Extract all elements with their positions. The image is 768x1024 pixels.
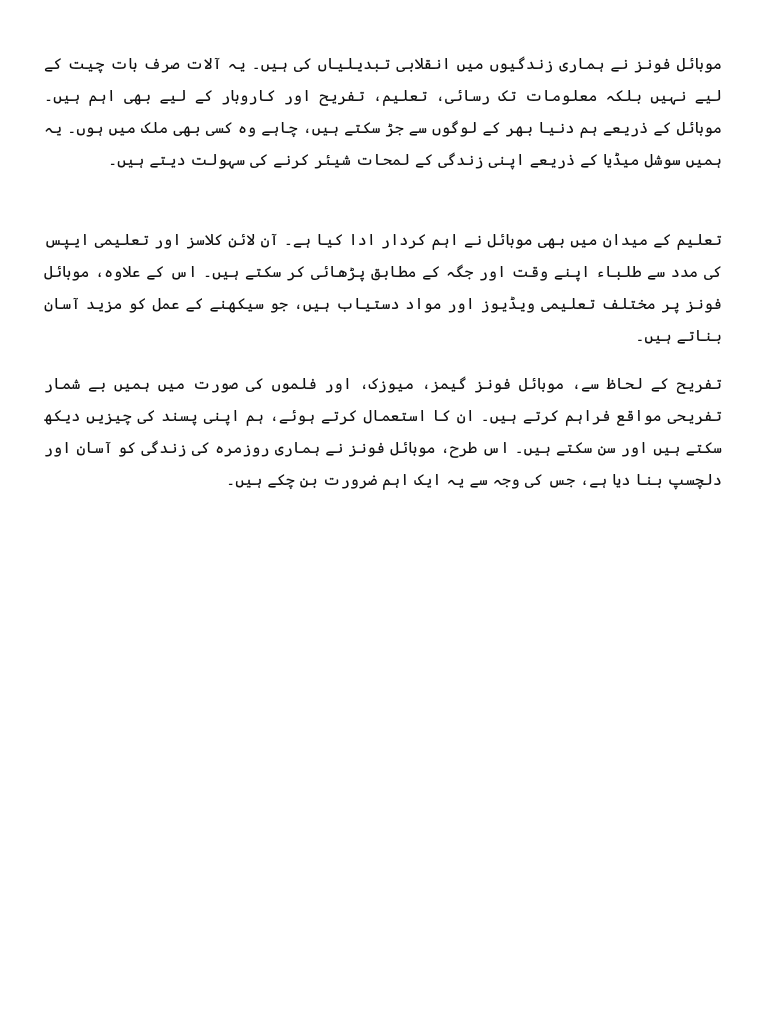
paragraph-education: تعلیم کے میدان میں بھی موبائل نے اہم کردار ادا کیا ہے۔ آن لائن کلاسز اور تعلیمی ایپس کی مدد سے طلباء اپنے وقت اور جگہ کے مطابق پڑھائی کر سکتے ہیں۔ اس کے علاوہ، موبائل فونز پر مختلف تعلیمی ویڈیوز اور مواد دستیاب ہیں، جو سیکھنے کے عمل کو مزید آسان بناتے ہیں۔	[44, 231, 722, 345]
paragraph-entertainment: تفریح کے لحاظ سے، موبائل فونز گیمز، میوزک، اور فلموں کی صورت میں ہمیں بے شمار تفریحی مواقع فراہم کرتے ہیں۔ ان کا استعمال کرتے ہوئے، ہم اپنی پسند کی چیزیں دیکھ سکتے ہیں اور سن سکتے ہیں۔ اس طرح، موبائل فونز نے ہماری روزمرہ کی زندگی کو آسان اور دلچسپ بنا دیا ہے، جس کی وجہ سے یہ ایک اہم ضرورت بن چکے ہیں۔	[44, 375, 722, 489]
paragraph-mobile-phones-intro: موبائل فونز نے ہماری زندگیوں میں انقلابی تبدیلیاں کی ہیں۔ یہ آلات صرف بات چیت کے لیے نہیں بلکہ معلومات تک رسائی، تعلیم، تفریح اور کاروبار کے لیے بھی اہم ہیں۔ موبائل کے ذریعے ہم دنیا بھر کے لوگوں سے جڑ سکتے ہیں، چاہے وہ کسی بھی ملک میں ہوں۔ یہ ہمیں سوشل میڈیا کے ذریعے اپنی زندگی کے لمحات شیئر کرنے کی سہولت دیتے ہیں۔	[44, 55, 722, 169]
